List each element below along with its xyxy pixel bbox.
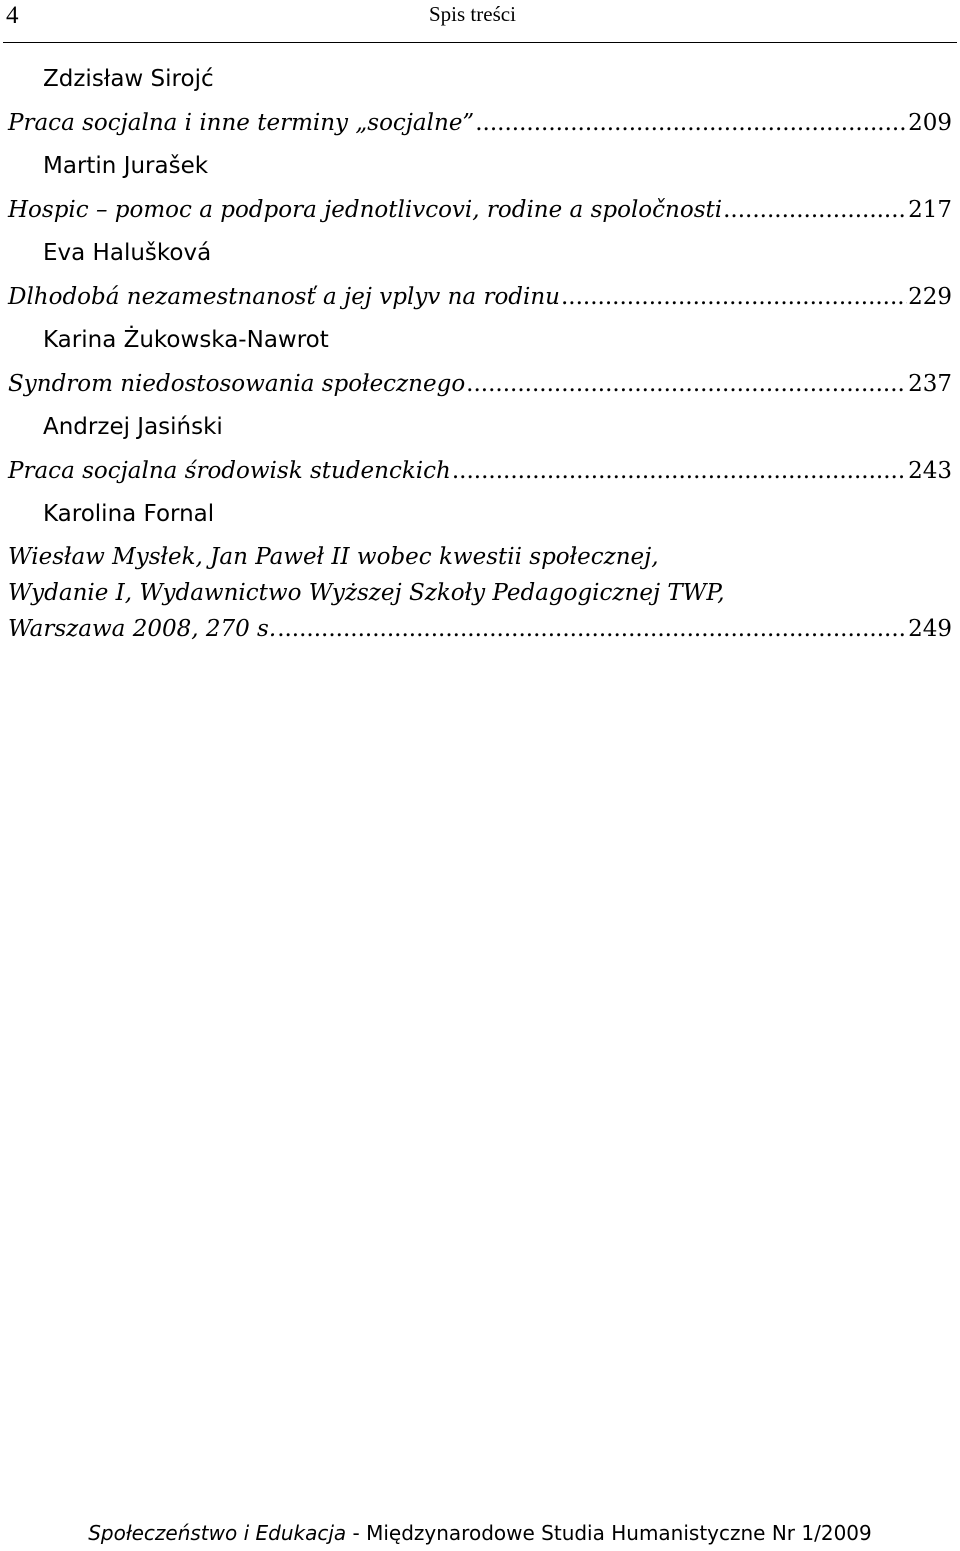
dot-leader <box>723 189 907 233</box>
entry-author: Karolina Fornal <box>43 501 215 527</box>
entry-page-number: 237 <box>908 370 952 397</box>
footer-journal-name: Społeczeństwo i Edukacja <box>88 1521 347 1545</box>
entry-title: Hospic – pomoc a podpora jednotlivcovi, rodine a spoločnosti <box>8 196 723 223</box>
toc-entry-review <box>8 493 952 647</box>
review-title-text: Warszawa 2008, 270 s. <box>8 615 277 642</box>
toc-entry <box>8 406 952 493</box>
toc-entry <box>8 58 952 145</box>
review-title-block[interactable] <box>8 539 952 647</box>
review-title-line-2: Wydanie I, Wydawnictwo Wyższej Szkoły Pedagogicznej TWP, <box>8 579 725 606</box>
entry-title: Dlhodobá nezamestnanosť a jej vplyv na rodinu <box>8 283 560 310</box>
page-header <box>0 0 960 44</box>
dot-leader <box>561 276 907 320</box>
entry-author: Martin Jurašek <box>43 153 209 179</box>
table-of-contents <box>8 58 952 647</box>
dot-leader <box>277 611 907 647</box>
entry-author: Karina Żukowska-Nawrot <box>43 327 329 353</box>
dot-leader <box>452 450 907 494</box>
page-number: 4 <box>6 2 19 29</box>
entry-title-line[interactable] <box>8 189 952 233</box>
entry-page-number: 229 <box>908 283 952 310</box>
running-title: Spis treści <box>429 2 516 26</box>
entry-page-number: 217 <box>908 196 952 223</box>
toc-entry <box>8 145 952 232</box>
entry-page-number: 249 <box>908 615 952 642</box>
toc-entry <box>8 232 952 319</box>
entry-title: Praca socjalna środowisk studenckich <box>8 457 451 484</box>
entry-title: Syndrom niedostosowania społecznego <box>8 370 466 397</box>
dot-leader <box>466 363 907 407</box>
entry-author: Eva Halušková <box>43 240 212 266</box>
entry-page-number: 209 <box>908 109 952 136</box>
toc-entry <box>8 319 952 406</box>
review-title-line-3 <box>8 611 952 647</box>
entry-page-number: 243 <box>908 457 952 484</box>
entry-title-line[interactable] <box>8 276 952 320</box>
entry-author: Zdzisław Sirojć <box>43 66 214 92</box>
entry-author: Andrzej Jasiński <box>43 414 223 440</box>
review-title-line-1: Wiesław Mysłek, Jan Paweł II wobec kwestii społecznej, <box>8 543 659 570</box>
entry-title-line[interactable] <box>8 363 952 407</box>
footer-journal-subtitle: - Międzynarodowe Studia Humanistyczne Nr 1/2009 <box>346 1521 872 1545</box>
entry-title-line[interactable] <box>8 102 952 146</box>
entry-title-line[interactable] <box>8 450 952 494</box>
dot-leader <box>475 102 907 146</box>
header-rule <box>3 42 957 43</box>
entry-title: Praca socjalna i inne terminy „socjalne” <box>8 109 475 136</box>
page-footer <box>0 1521 960 1545</box>
